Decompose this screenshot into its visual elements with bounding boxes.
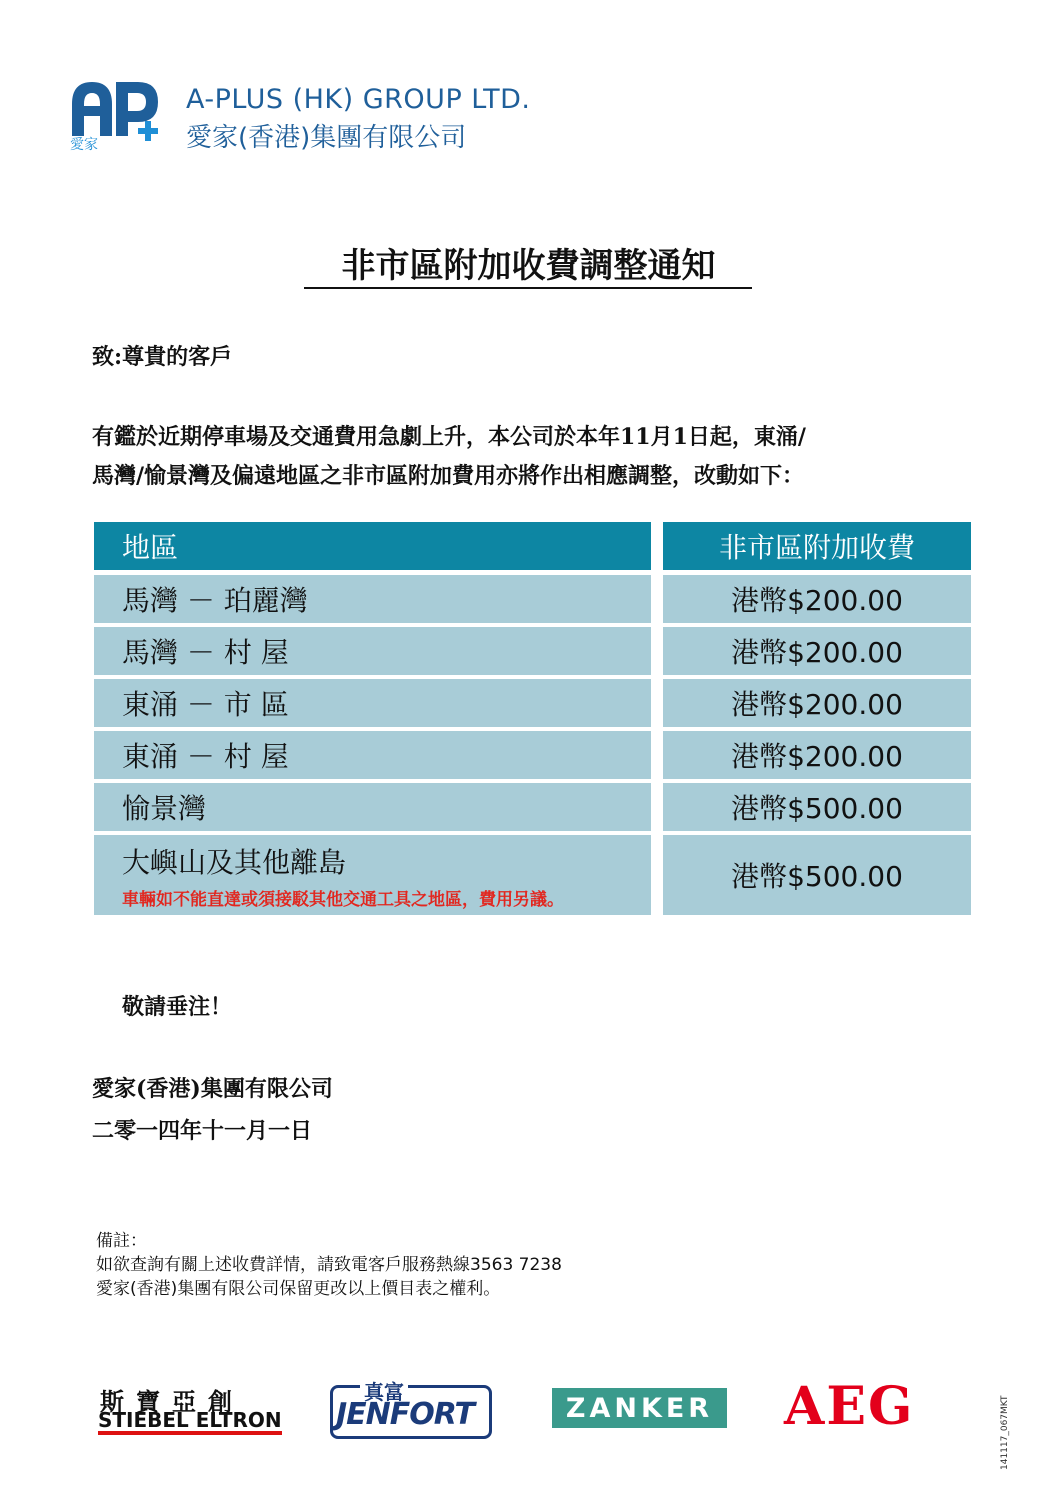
salutation: 致:尊貴的客戶 (92, 344, 233, 370)
jenfort-logo-zh: 真富 (360, 1376, 408, 1405)
stiebel-eltron-logo-zh: 斯寶亞創 (100, 1388, 244, 1416)
table-row-fee: 港幣$500.00 (663, 783, 971, 831)
signature-company: 愛家(香港)集團有限公司 (92, 1076, 333, 1102)
table-row-region: 馬灣 － 珀麗灣 (94, 575, 651, 623)
stiebel-eltron-logo: STIEBEL ELTRON (98, 1410, 282, 1435)
table-row-fee: 港幣$200.00 (663, 575, 971, 623)
table-row-fee: 港幣$200.00 (663, 679, 971, 727)
logo-text: 愛家 (70, 137, 98, 152)
aeg-logo: AEG (784, 1376, 915, 1437)
table-row-region: 馬灣 － 村 屋 (94, 627, 651, 675)
company-name-zh: 愛家(香港)集團有限公司 (186, 123, 467, 153)
jenfort-logo: JENFORT (336, 1397, 474, 1432)
table-row-region: 東涌 － 市 區 (94, 679, 651, 727)
region-note: 車輛如不能直達或須接駁其他交通工具之地區，費用另議。 (122, 889, 564, 910)
table-header-region: 地區 (94, 522, 651, 570)
table-row-fee: 港幣$200.00 (663, 627, 971, 675)
table-row-fee: 港幣$200.00 (663, 731, 971, 779)
notice-paragraph-line1: 有鑑於近期停車場及交通費用急劇上升，本公司於本年11月1日起，東涌/ (92, 424, 806, 450)
page-title: 非市區附加收費調整通知 (341, 246, 716, 286)
region-name: 大嶼山及其他離島 (122, 845, 347, 879)
table-header-fee: 非市區附加收費 (663, 522, 971, 570)
attention-note: 敬請垂注！ (122, 994, 233, 1020)
table-row-region-multi (94, 835, 651, 915)
title-underline (304, 287, 752, 289)
company-name-en: A-PLUS (HK) GROUP LTD. (186, 84, 531, 115)
zanker-logo: ZANKER (552, 1388, 727, 1428)
remarks-hotline: 如欲查詢有關上述收費詳情，請致電客戶服務熱線3563 7238 (96, 1255, 562, 1275)
remarks-label: 備註： (96, 1231, 147, 1251)
table-row-region: 東涌 － 村 屋 (94, 731, 651, 779)
table-row-fee: 港幣$500.00 (663, 835, 971, 915)
signature-date: 二零一四年十一月一日 (92, 1118, 313, 1144)
notice-paragraph-line2: 馬灣/愉景灣及偏遠地區之非市區附加費用亦將作出相應調整，改動如下： (92, 463, 805, 489)
company-logo (68, 76, 160, 152)
remarks-rights: 愛家(香港)集團有限公司保留更改以上價目表之權利。 (96, 1279, 501, 1299)
document-code: 141117_067MKT (1000, 1395, 1010, 1470)
table-row-region: 愉景灣 (94, 783, 651, 831)
